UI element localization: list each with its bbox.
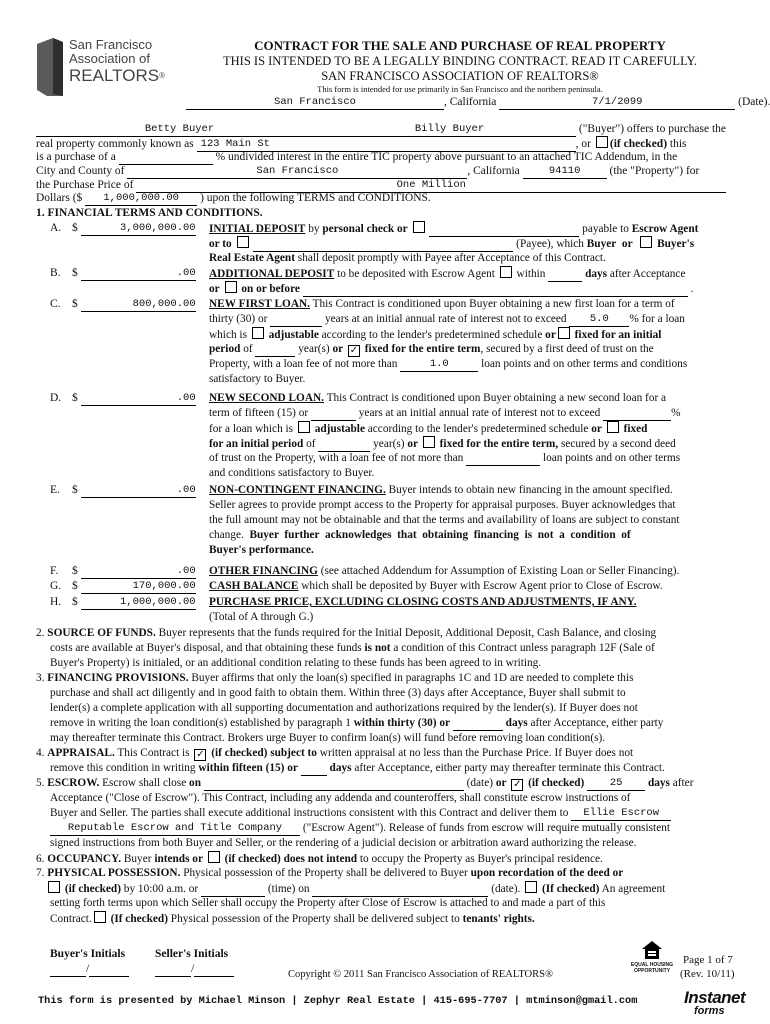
- date-label: (Date).: [738, 96, 770, 108]
- item-d-letter: D.: [50, 392, 62, 404]
- item-c-letter: C.: [50, 298, 61, 310]
- item-h-letter: H.: [50, 596, 62, 608]
- cc-label: City and County of: [36, 165, 125, 177]
- ifchecked-label: (if checked): [609, 138, 668, 150]
- zip-field[interactable]: 94110: [523, 165, 607, 179]
- instanet-sub: forms: [694, 1005, 725, 1017]
- escrow-agent[interactable]: Reputable Escrow and Title Company: [50, 822, 300, 836]
- city-county-field[interactable]: San Francisco: [127, 165, 467, 179]
- logo-line-1: San Francisco: [69, 37, 153, 52]
- city-field[interactable]: San Francisco: [186, 96, 444, 110]
- copyright: Copyright © 2011 San Francisco Association of REALTORS®: [288, 969, 553, 980]
- buyer-initials-label: Buyer's Initials: [50, 948, 126, 960]
- instanet-logo: [684, 990, 745, 1017]
- second-loan-amount[interactable]: .00: [81, 392, 196, 406]
- page-number: Page 1 of 7: [683, 954, 733, 966]
- item-e-letter: E.: [50, 484, 60, 496]
- seller-initials-field[interactable]: /: [155, 962, 234, 977]
- initial-deposit-amount[interactable]: 3,000,000.00: [81, 222, 196, 236]
- or-label: , or: [575, 138, 591, 150]
- logo-mark-icon: [37, 38, 63, 96]
- buyer-label: ("Buyer") offers to purchase the: [578, 123, 726, 135]
- dollars-label: Dollars ($: [36, 192, 83, 204]
- buyer-initials-field[interactable]: /: [50, 962, 129, 977]
- presented-by: This form is presented by Michael Minson | Zephyr Real Estate | 415-695-7707 | mtminson@gmail.com: [38, 995, 638, 1007]
- section-1-heading: 1. FINANCIAL TERMS AND CONDITIONS.: [36, 207, 263, 219]
- logo-line-3: REALTORS: [69, 66, 160, 85]
- date-field[interactable]: 7/1/2099: [499, 96, 735, 110]
- state-label: , California: [444, 96, 497, 108]
- seller-initials-label: Seller's Initials: [155, 948, 229, 960]
- escrow-days[interactable]: 25: [587, 777, 645, 791]
- item-f-letter: F.: [50, 565, 59, 577]
- item-g-letter: G.: [50, 580, 62, 592]
- theprop-label: (the "Property") for: [609, 165, 700, 177]
- tic-text: % undivided interest in the entire TIC property above pursuant to an attached TIC Addendum, in the: [215, 151, 678, 163]
- usage-note: This form is intended for use primarily in San Francisco and the northern peninsula.: [317, 84, 603, 94]
- this-label: this: [669, 138, 687, 150]
- purchase-price-amount[interactable]: 1,000,000.00: [81, 596, 196, 610]
- first-loan-rate[interactable]: 5.0: [569, 313, 629, 327]
- instanet-brand: Instanet: [684, 988, 746, 1007]
- address-field[interactable]: 123 Main St: [197, 138, 576, 152]
- first-loan-amount[interactable]: 800,000.00: [81, 298, 196, 312]
- item-a-letter: A.: [50, 222, 62, 234]
- cash-balance-amount[interactable]: 170,000.00: [81, 580, 196, 594]
- price-number-field[interactable]: 1,000,000.00: [85, 192, 197, 206]
- tic-label: is a purchase of a: [36, 151, 116, 163]
- eho-line-2: OPPORTUNITY: [633, 968, 671, 974]
- eho-line-1: EQUAL HOUSING: [630, 962, 674, 968]
- revision: (Rev. 10/11): [680, 968, 735, 980]
- noncontingent-amount[interactable]: .00: [81, 484, 196, 498]
- page-subtitle: THIS IS INTENDED TO BE A LEGALLY BINDING CONTRACT. READ IT CAREFULLY.: [223, 54, 697, 68]
- escrow-holder[interactable]: Ellie Escrow: [571, 807, 671, 821]
- first-loan-fee[interactable]: 1.0: [400, 358, 478, 372]
- association-name: SAN FRANCISCO ASSOCIATION OF REALTORS®: [321, 69, 599, 83]
- logo-line-2: Association of: [69, 51, 150, 66]
- item-b-letter: B.: [50, 267, 61, 279]
- buyer1-field[interactable]: Betty Buyer: [36, 123, 323, 137]
- terms-label: ) upon the following TERMS and CONDITIONS.: [200, 192, 431, 204]
- prop-label: real property commonly known as: [36, 138, 194, 150]
- ca-label: , California: [467, 165, 520, 177]
- other-financing-amount[interactable]: .00: [81, 565, 196, 579]
- additional-deposit-amount[interactable]: .00: [81, 267, 196, 281]
- pp-label: the Purchase Price of: [36, 179, 134, 191]
- tic-checkbox[interactable]: [596, 136, 608, 148]
- buyer2-field[interactable]: Billy Buyer: [323, 123, 576, 137]
- page-title: CONTRACT FOR THE SALE AND PURCHASE OF REAL PROPERTY: [254, 38, 666, 53]
- association-logo: San Francisco Association of REALTORS®: [37, 36, 177, 98]
- price-words-field[interactable]: One Million: [136, 179, 726, 193]
